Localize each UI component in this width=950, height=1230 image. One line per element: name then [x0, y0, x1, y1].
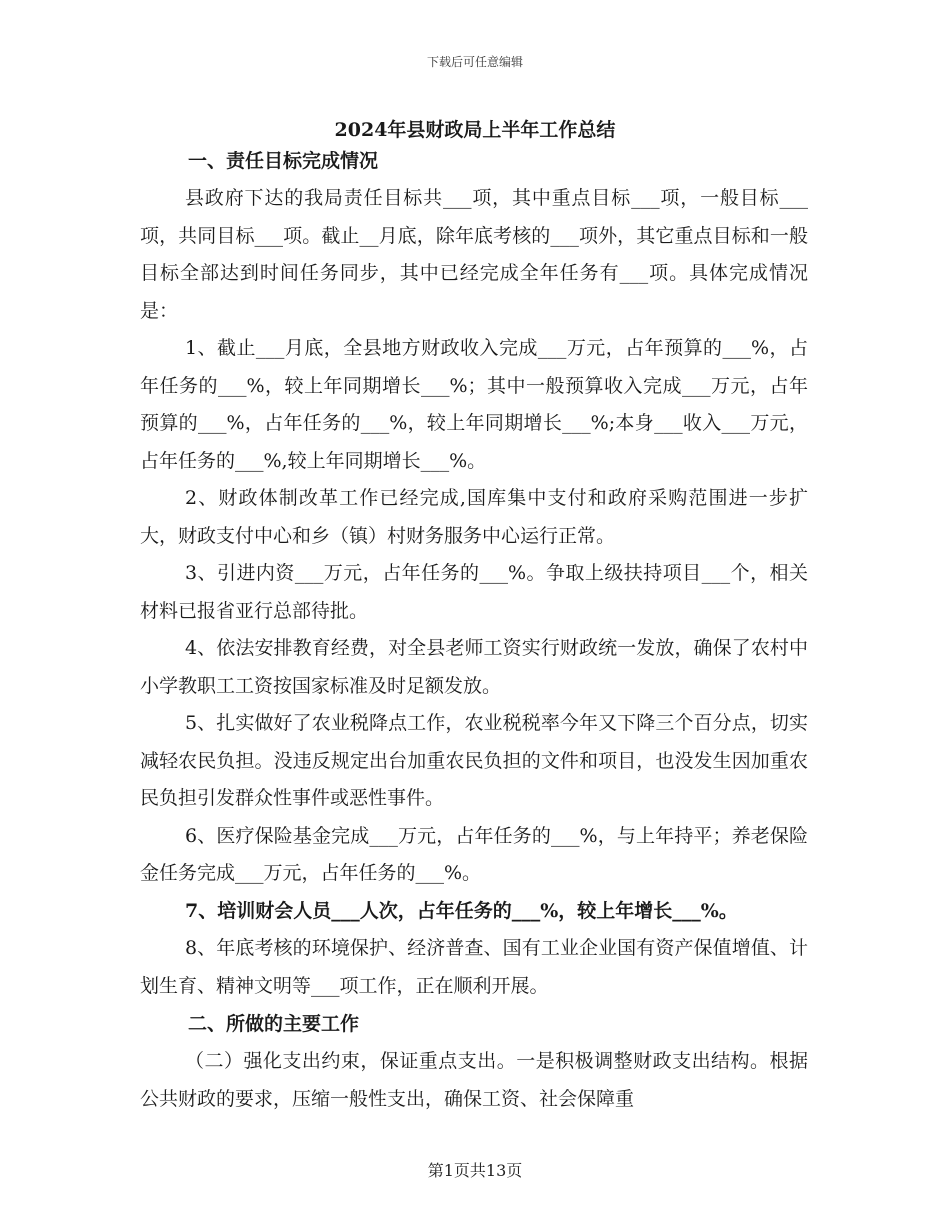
document-body [140, 142, 808, 1118]
header-note: 下载后可任意编辑 [426, 55, 523, 69]
list-item-2: 2、财政体制改革工作已经完成,国库集中支付和政府采购范围进一步扩大，财政支付中心和乡（镇）村财务服务中心运行正常。 [140, 487, 808, 547]
section-2-paragraph: （二）强化支出约束，保证重点支出。一是积极调整财政支出结构。根据公共财政的要求，压缩一般性支出，确保工资、社会保障重 [140, 1050, 808, 1110]
list-item-3: 3、引进内资___万元，占年任务的___%。争取上级扶持项目___个，相关材料已报省亚行总部待批。 [140, 562, 808, 622]
list-item-7: 7、培训财会人员___人次，占年任务的___%，较上年增长___%。 [185, 899, 738, 922]
list-item-6: 6、医疗保险基金完成___万元，占年任务的___%，与上年持平；养老保险金任务完成___万元，占年任务的___%。 [140, 824, 808, 884]
page-footer: 第1页共13页 [427, 1161, 523, 1180]
section-heading-1: 一、责任目标完成情况 [188, 150, 379, 172]
section-heading-2: 二、所做的主要工作 [188, 1013, 360, 1035]
list-item-5: 5、扎实做好了农业税降点工作，农业税税率今年又下降三个百分点，切实减轻农民负担。没违反规定出台加重农民负担的文件和项目，也没发生因加重农民负担引发群众性事件或恶性事件。 [140, 712, 808, 809]
section-1-intro: 县政府下达的我局责任目标共___项，其中重点目标___项，一般目标___项，共同目标___项。截止__月底，除年底考核的___项外，其它重点目标和一般目标全部达到时间任务同步，其中已经完成全年任务有___项。具体完成情况是： [140, 187, 808, 322]
list-item-4: 4、依法安排教育经费，对全县老师工资实行财政统一发放，确保了农村中小学教职工工资按国家标准及时足额发放。 [140, 637, 808, 697]
list-item-8: 8、年底考核的环境保护、经济普查、国有工业企业国有资产保值增值、计划生育、精神文明等___项工作，正在顺利开展。 [140, 937, 808, 997]
list-item-1: 1、截止___月底，全县地方财政收入完成___万元，占年预算的___%，占年任务的___%，较上年同期增长___%；其中一般预算收入完成___万元，占年预算的___%，占年任务的___%，较上年同期增长___%;本身___收入___万元，占年任务的___%,较上年同期增长___%。 [140, 337, 808, 472]
document-title: 2024年县财政局上半年工作总结 [334, 119, 616, 141]
